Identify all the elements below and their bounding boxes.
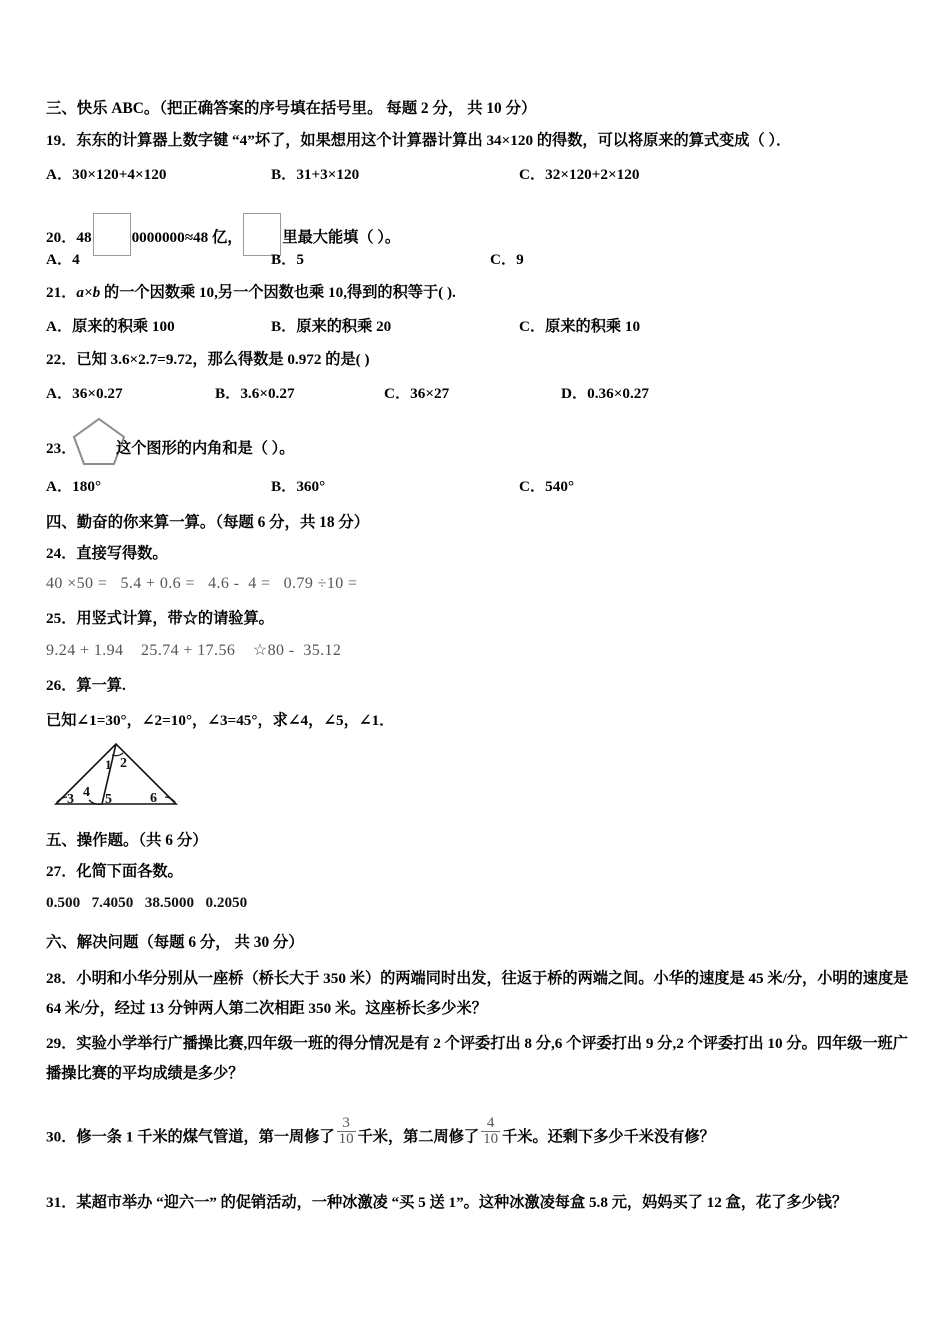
question-19-number: 19． [46,132,77,149]
question-31-number: 31． [46,1193,77,1211]
question-22-option-c[interactable] [384,382,449,403]
question-23-text [46,415,918,467]
option-value: 360° [296,478,326,495]
option-value: 180° [72,478,102,495]
question-28-text [46,964,918,1023]
option-label: C． [490,251,517,268]
option-value: 31+3×120 [296,166,360,183]
question-25-number: 25． [46,610,77,627]
question-21-options [46,315,918,335]
question-23-option-a[interactable] [46,475,101,496]
question-22-options [46,382,918,402]
section-heading-6: 六、解决问题（每题 6 分， 共 30 分） [46,934,304,951]
option-value: 原来的积乘 10 [545,318,641,335]
question-24-number: 24． [46,545,77,562]
fraction-4-over-10 [481,1116,500,1147]
option-label: B． [215,385,241,402]
question-30-part3: 千米。还剩下多少千米没有修？ [502,1128,715,1146]
page-content [46,96,918,1230]
option-value: 540° [545,478,575,495]
fraction-numerator: 4 [481,1116,500,1132]
question-20-suffix: 里最大能填（ ）。 [282,229,401,246]
option-label: A． [46,478,73,495]
question-21-option-c[interactable] [519,315,640,336]
question-27-title [46,860,918,881]
option-label: B． [271,251,297,268]
fraction-numerator: 3 [337,1116,356,1132]
option-value: 32×120+2×120 [545,166,640,183]
option-value: 36×27 [410,385,450,402]
question-24-expressions: 40 ×50 = 5.4 + 0.6 = 4.6 - 4 = 0.79 ÷10 = [46,575,358,592]
option-label: C． [519,318,546,335]
option-label: C． [384,385,411,402]
question-21-option-b[interactable] [271,315,391,336]
question-26-title [46,674,918,695]
fraction-denominator: 10 [338,1130,354,1147]
question-28-number: 28． [46,970,77,987]
question-20-option-a[interactable] [46,248,80,269]
option-value: 3.6×0.27 [240,385,295,402]
question-24-body: 直接写得数。 [76,545,168,562]
question-30-part1: 修一条 1 千米的煤气管道，第一周修了 [76,1128,335,1146]
question-23-body: 这个图形的内角和是（ ）。 [116,440,295,457]
question-26-body: 算一算. [76,677,126,694]
option-value: 4 [72,251,80,268]
question-29-body: 实验小学举行广播操比赛,四年级一班的得分情况是有 2 个评委打出 8 分,6 个评委打出 9 分,2 个评委打出 10 分。四年级一班广播操比赛的平均成绩是多少？ [46,1035,908,1082]
angle-label-6: 6 [150,791,157,806]
question-19-body: 东东的计算器上数字键 “4”坏了，如果想用这个计算器计算出 34×120 的得数，可以将原来的算式变成（ ）． [76,132,792,149]
question-20-option-c[interactable] [490,248,524,269]
question-19-options [46,163,918,183]
option-value: 0.36×0.27 [587,385,649,402]
triangle-figure [50,738,918,812]
question-20-middle: 0000000≈48 亿， [131,229,243,246]
question-30-number: 30． [46,1128,77,1146]
option-value: 5 [296,251,304,268]
question-25-title [46,607,918,628]
question-20-option-b[interactable] [271,248,304,269]
question-20-options [46,248,918,268]
question-27-number: 27． [46,863,77,880]
option-value: 30×120+4×120 [72,166,167,183]
option-label: A． [46,385,73,402]
angle-label-3: 3 [67,792,74,807]
question-19-option-a[interactable] [46,163,166,184]
question-31-text [46,1188,918,1218]
question-23-options [46,475,918,495]
question-21-number: 21． [46,284,77,301]
question-25-body: 用竖式计算，带☆的请验算。 [76,610,274,627]
question-25-expressions: 9.24 + 1.94 25.74 + 17.56 ☆80 - 35.12 [46,642,342,659]
question-19-text [46,129,918,150]
option-value: 9 [516,251,524,268]
option-label: A． [46,166,73,183]
option-label: B． [271,478,297,495]
question-21-body: 的一个因数乘 10,另一个因数也乘 10,得到的积等于( ). [100,284,456,301]
question-23-option-c[interactable] [519,475,574,496]
fraction-denominator: 10 [483,1130,499,1147]
option-label: C． [519,478,546,495]
question-30-part2: 千米，第二周修了 [357,1128,480,1146]
option-value: 原来的积乘 100 [72,318,175,335]
option-label: A． [46,318,73,335]
question-26-number: 26． [46,677,77,694]
question-22-text [46,348,918,369]
question-22-number: 22． [46,351,77,368]
angle-label-4: 4 [83,785,90,800]
question-23-option-b[interactable] [271,475,325,496]
option-value: 36×0.27 [72,385,123,402]
question-21-expression: a×b [76,284,101,301]
question-23-number: 23． [46,440,77,457]
fraction-3-over-10 [337,1116,356,1147]
question-27-numbers: 0.500 7.4050 38.5000 0.2050 [46,894,248,911]
angle-label-2: 2 [120,756,127,771]
question-28-body: 小明和小华分别从一座桥（桥长大于 350 米）的两端同时出发，往返于桥的两端之间。小华的速度是 45 米/分，小明的速度是 64 米/分，经过 13 分钟两人第二次相距 350 米。这座桥长多少米？ [46,970,909,1017]
option-label: B． [271,318,297,335]
question-29-number: 29． [46,1035,77,1053]
section-heading-3: 三、快乐 ABC。（把正确答案的序号填在括号里。 每题 2 分， 共 10 分） [46,100,537,117]
question-24-title [46,542,918,563]
section-heading-4: 四、勤奋的你来算一算。（每题 6 分，共 18 分） [46,514,370,531]
question-22-option-b[interactable] [215,382,295,403]
question-19-option-b[interactable] [271,163,359,184]
question-27-body: 化简下面各数。 [76,863,183,880]
angle-label-1: 1 [105,757,112,772]
question-21-option-a[interactable] [46,315,175,336]
question-20-prefix: 48 [76,229,92,246]
option-value: 原来的积乘 20 [296,318,392,335]
question-26-given: 已知∠1=30°，∠2=10°，∠3=45°，求∠4，∠5，∠1． [46,712,395,729]
section-heading-5: 五、操作题。（共 6 分） [46,832,208,849]
option-label: C． [519,166,546,183]
option-label: D． [561,385,588,402]
question-22-option-a[interactable] [46,382,123,403]
question-30-text [46,1114,918,1148]
question-22-option-d[interactable] [561,382,649,403]
question-31-body: 某超市举办 “迎六一” 的促销活动，一种冰激凌 “买 5 送 1”。这种冰激凌每盒 5.8 元，妈妈买了 12 盒，花了多少钱？ [76,1193,848,1211]
question-21-text [46,281,918,302]
angle-label-5: 5 [105,792,112,807]
question-19-option-c[interactable] [519,163,639,184]
option-label: B． [271,166,297,183]
question-29-text [46,1029,918,1088]
question-20-text [46,196,918,246]
question-22-body: 已知 3.6×2.7=9.72，那么得数是 0.972 的是( ) [76,351,370,368]
question-20-number: 20． [46,229,77,246]
option-label: A． [46,251,73,268]
